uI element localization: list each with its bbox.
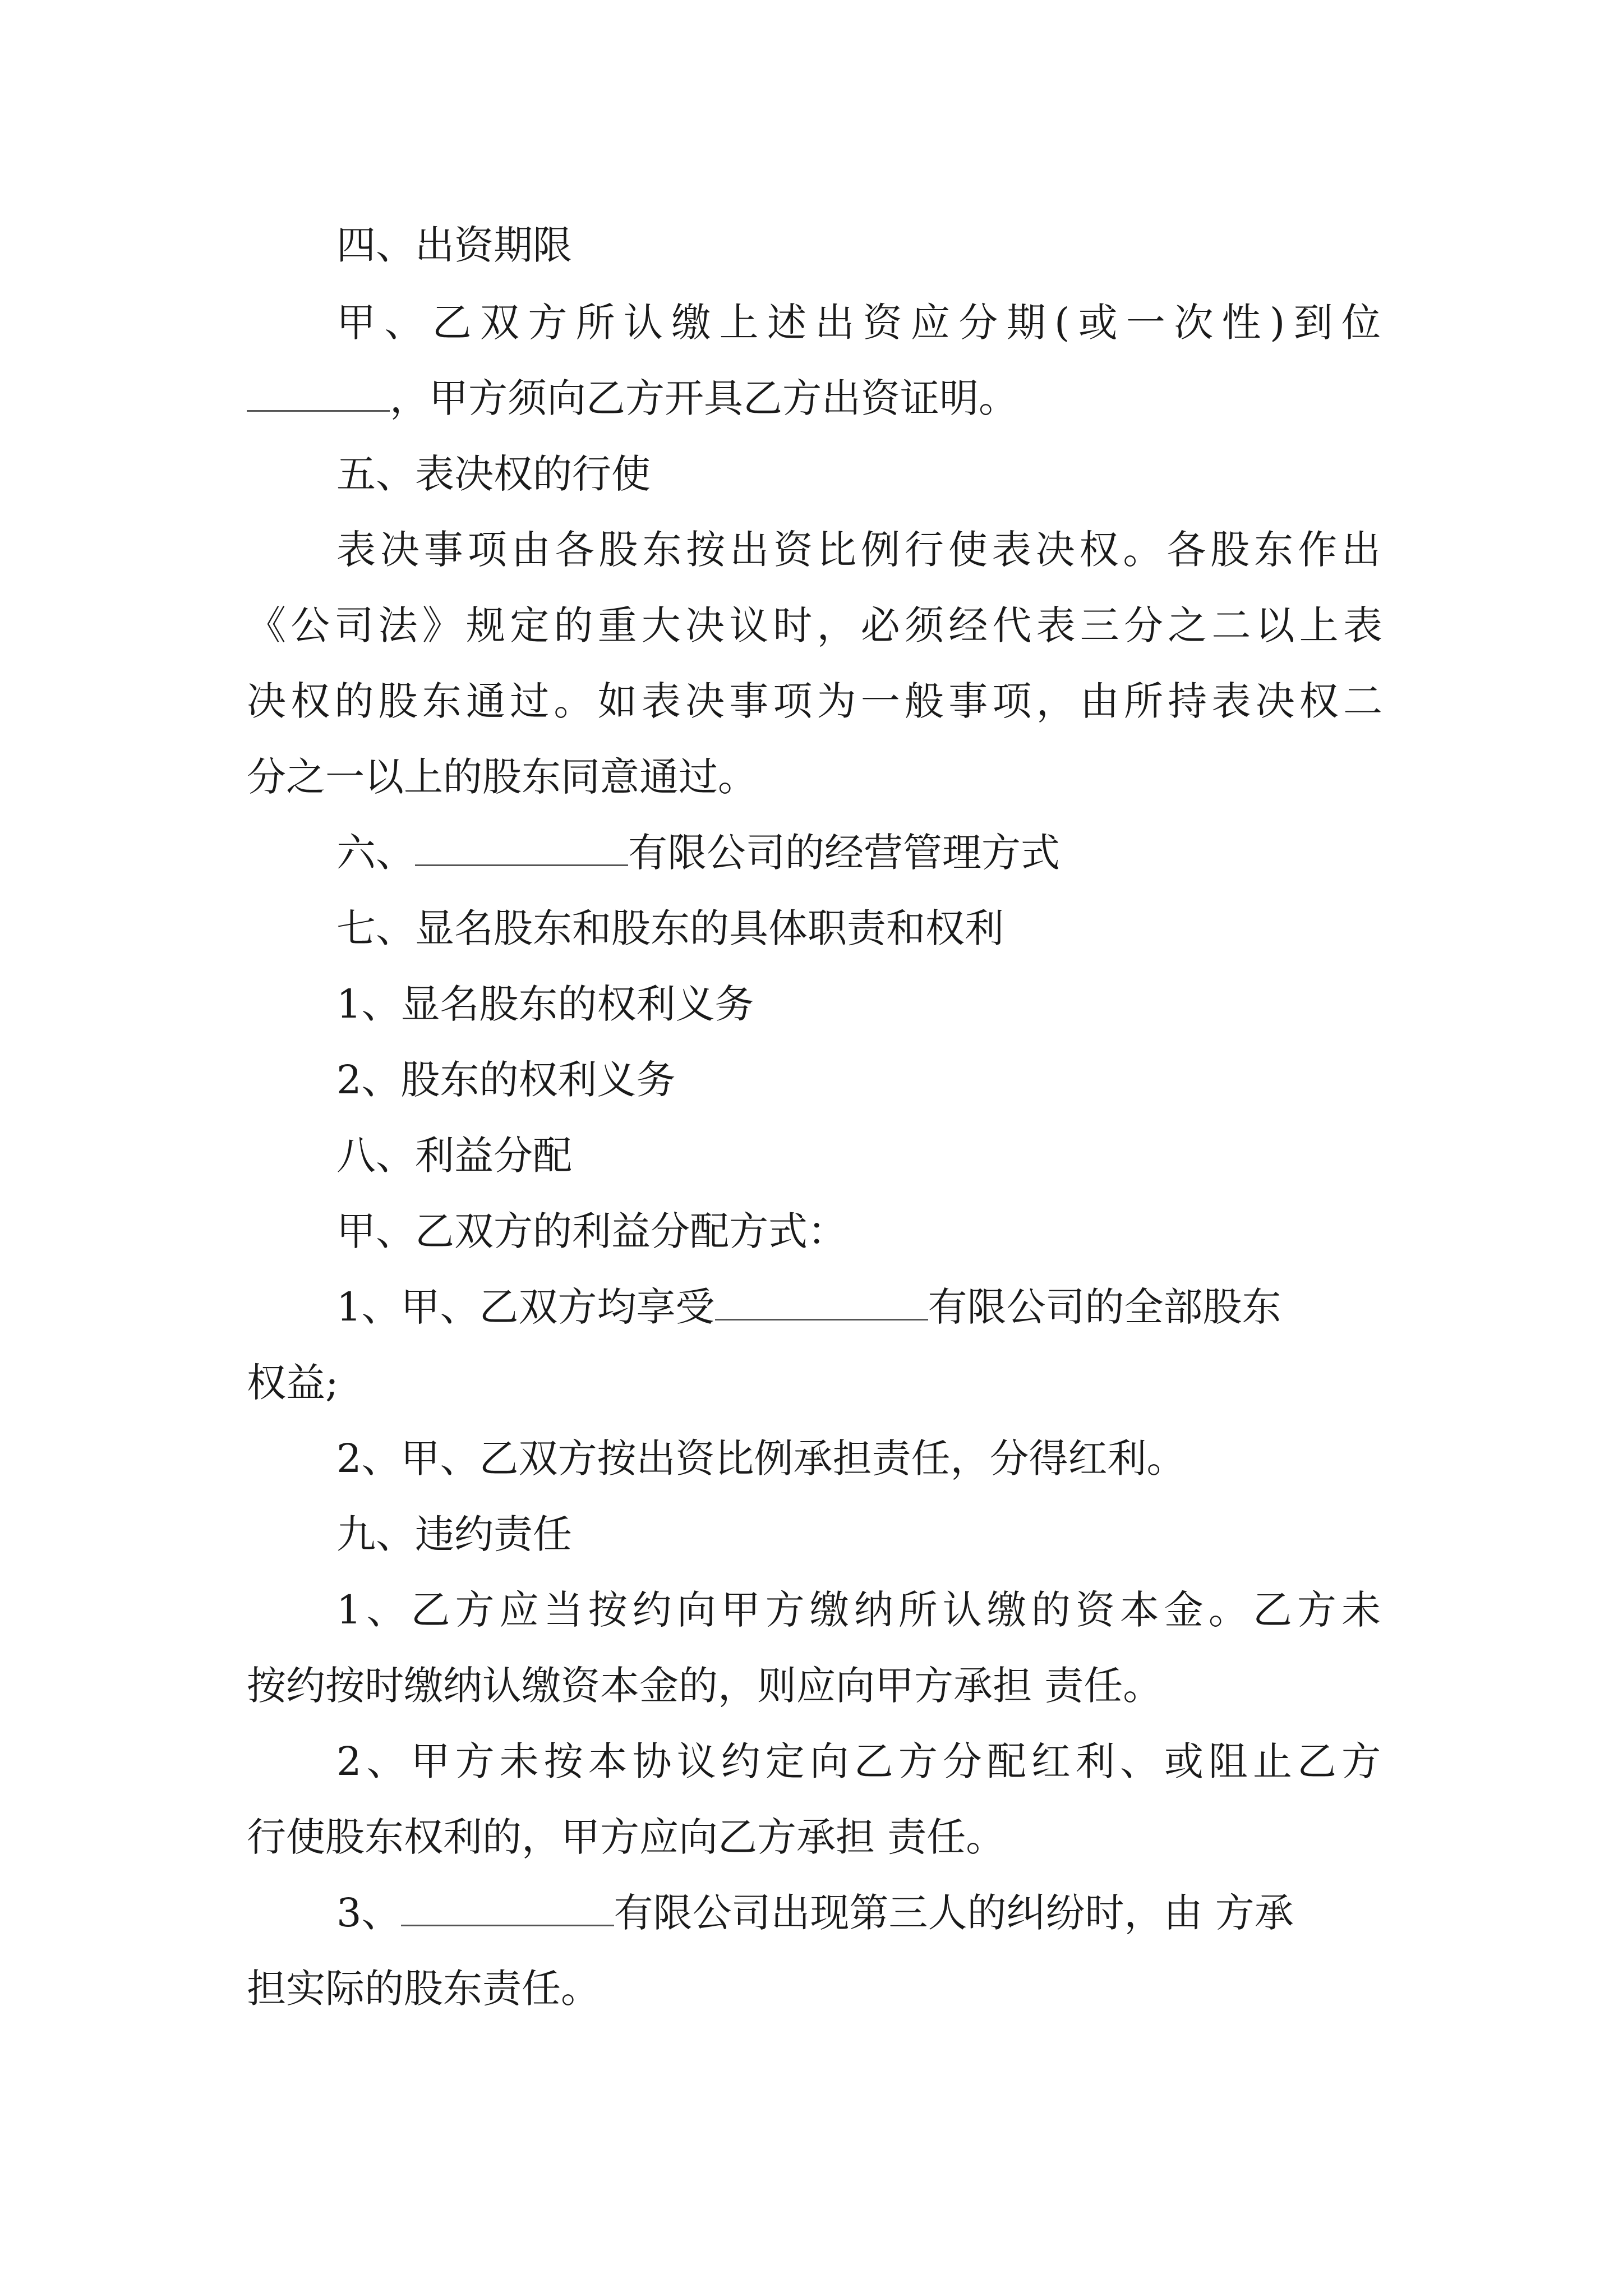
paragraph-voting-line-4: 分之一以上的股东同意通过。 (247, 754, 757, 800)
heading-profit-distribution: 八、利益分配 (336, 1133, 572, 1179)
blank-field-company-name[interactable] (401, 1890, 614, 1926)
paragraph-voting-line-3: 决权的股东通过。如表决事项为一般事项，由所持表决权二 (247, 678, 1382, 724)
item-distribution-1-line-2: 权益; (247, 1360, 339, 1406)
paragraph-voting-line-1: 表决事项由各股东按出资比例行使表决权。各股东作出 (336, 527, 1381, 573)
item-breach-2-line-1: 2、甲方未按本协议约定向乙方分配红利、或阻止乙方 (336, 1738, 1381, 1784)
blank-field-date[interactable] (247, 375, 390, 412)
blank-field-company-name[interactable] (715, 1284, 928, 1320)
heading-duties-rights: 七、显名股东和股东的具体职责和权利 (336, 905, 1004, 951)
paragraph-capital-term-line-1: 甲、乙双方所认缴上述出资应分期(或一次性)到位 (336, 300, 1381, 346)
item-breach-3-line-2: 担实际的股东责任。 (247, 1966, 600, 2012)
heading-capital-term: 四、出资期限 (336, 222, 572, 268)
item-breach-1-line-2: 按约按时缴纳认缴资本金的，则应向甲方承担 责任。 (247, 1663, 1163, 1709)
item-distribution-1-line-1: 1、甲、乙双方均享受 有限公司的全部股东 (336, 1284, 1281, 1330)
blank-field-company-name[interactable] (415, 830, 628, 866)
paragraph-capital-term-line-2: ，甲方须向乙方开具乙方出资证明。 (247, 373, 1018, 424)
heading-breach-liability: 九、违约责任 (336, 1511, 572, 1557)
item-breach-3-line-1: 3、 有限公司出现第三人的纠纷时，由 方承 (336, 1890, 1294, 1936)
item-distribution-2: 2、甲、乙双方按出资比例承担责任，分得红利。 (336, 1435, 1186, 1481)
heading-voting-rights: 五、表决权的行使 (336, 451, 651, 497)
item-breach-2-line-2: 行使股东权利的，甲方应向乙方承担 责任。 (247, 1814, 1006, 1860)
paragraph-distribution-intro: 甲、乙双方的利益分配方式： (336, 1208, 847, 1254)
item-shareholder: 2、股东的权利义务 (336, 1057, 676, 1103)
item-breach-1-line-1: 1、乙方应当按约向甲方缴纳所认缴的资本金。乙方未 (336, 1587, 1381, 1633)
heading-management: 六、 有限公司的经营管理方式 (336, 830, 1060, 876)
item-named-shareholder: 1、显名股东的权利义务 (336, 981, 754, 1027)
paragraph-voting-line-2: 《公司法》规定的重大决议时，必须经代表三分之二以上表 (247, 602, 1382, 648)
